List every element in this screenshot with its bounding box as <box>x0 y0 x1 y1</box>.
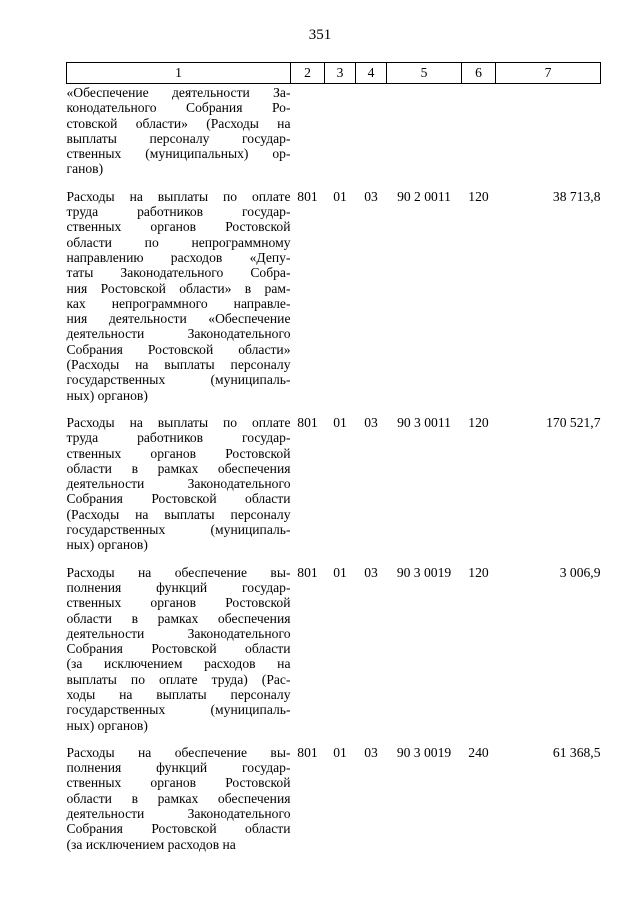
description-line: «Обеспечение деятельности За- <box>66 85 291 100</box>
header-col-3: 3 <box>325 63 356 84</box>
description-line: области в рамках обеспечения <box>66 460 291 476</box>
description-line: выплаты персоналу государ- <box>66 130 291 146</box>
description-line: Расходы на обеспечение вы- <box>66 744 291 760</box>
header-col-6: 6 <box>462 63 496 84</box>
description-line: деятельности Законодательного <box>66 326 291 342</box>
row-amount <box>496 84 601 177</box>
description-line: конодательного Собрания Ро- <box>66 100 291 116</box>
description-line: ходы на выплаты персоналу <box>66 686 291 702</box>
row-code-ministry: 801 <box>297 744 318 760</box>
row-amount: 61 368,5 <box>552 744 601 760</box>
row-code-subsection: 03 <box>364 188 378 204</box>
row-code-subsection <box>356 84 387 177</box>
description-line: стовской области» (Расходы на <box>66 115 291 131</box>
row-description <box>67 403 291 553</box>
row-description <box>67 84 291 177</box>
description-line: области в рамках обеспечения <box>66 790 291 806</box>
description-line: Собрания Ростовской области <box>66 641 291 657</box>
description-line: государственных (муниципаль- <box>66 702 291 718</box>
row-code-target: 90 3 0019 <box>396 744 452 760</box>
table-row <box>67 177 601 403</box>
header-col-1: 1 <box>67 63 291 84</box>
row-code-expense-type: 240 <box>468 744 489 760</box>
row-amount: 38 713,8 <box>552 188 601 204</box>
header-col-5: 5 <box>387 63 462 84</box>
row-code-expense-type <box>462 84 496 177</box>
row-code-ministry <box>291 84 325 177</box>
row-code-subsection: 03 <box>364 564 378 580</box>
row-description <box>67 177 291 403</box>
row-amount: 3 006,9 <box>559 564 601 580</box>
header-col-2: 2 <box>291 63 325 84</box>
row-code-section: 01 <box>333 744 347 760</box>
row-code-expense-type: 120 <box>468 414 489 430</box>
description-line: полнения функций государ- <box>66 579 291 595</box>
header-col-7: 7 <box>496 63 601 84</box>
row-code-target: 90 2 0011 <box>397 188 451 204</box>
row-code-section <box>325 84 356 177</box>
row-code-ministry: 801 <box>297 564 318 580</box>
description-line: (Расходы на выплаты персоналу <box>66 506 291 522</box>
description-line: области в рамках обеспечения <box>66 610 291 626</box>
description-line: ния Ростовской области» в рам- <box>66 280 291 296</box>
description-line: труда работников государ- <box>66 204 291 220</box>
table-row <box>67 553 601 733</box>
row-description <box>67 733 291 852</box>
row-description <box>67 553 291 733</box>
row-code-expense-type: 120 <box>468 564 489 580</box>
description-line: ственных органов Ростовской <box>66 219 291 235</box>
description-line: направлению расходов «Депу- <box>66 249 291 265</box>
row-code-subsection: 03 <box>364 414 378 430</box>
row-code-section: 01 <box>333 188 347 204</box>
description-line: Расходы на выплаты по оплате <box>66 414 291 430</box>
description-line: труда работников государ- <box>66 430 291 446</box>
description-line: государственных (муниципаль- <box>66 372 291 388</box>
description-line: полнения функций государ- <box>66 760 291 776</box>
budget-table <box>66 62 601 852</box>
description-line: Собрания Ростовской области» <box>66 341 291 357</box>
description-line: ственных органов Ростовской <box>66 595 291 611</box>
description-line: ственных (муниципальных) ор- <box>66 146 291 162</box>
header-col-4: 4 <box>356 63 387 84</box>
description-line: Расходы на обеспечение вы- <box>66 564 291 580</box>
description-line: ственных органов Ростовской <box>66 775 291 791</box>
table-row <box>67 733 601 852</box>
description-line: ных) органов) <box>66 387 148 403</box>
description-line: Расходы на выплаты по оплате <box>66 188 291 204</box>
description-line: деятельности Законодательного <box>66 476 291 492</box>
description-line: (за исключением расходов на <box>66 836 236 852</box>
description-line: государственных (муниципаль- <box>66 522 291 538</box>
page-number: 351 <box>308 27 332 43</box>
row-code-target: 90 3 0019 <box>396 564 452 580</box>
table-body <box>67 84 601 852</box>
table-header-row <box>67 63 601 84</box>
row-code-subsection: 03 <box>364 744 378 760</box>
description-line: (Расходы на выплаты персоналу <box>66 357 291 373</box>
description-line: ных) органов) <box>66 537 148 553</box>
description-line: выплаты по оплате труда) (Рас- <box>66 671 291 687</box>
row-code-section: 01 <box>333 564 347 580</box>
description-line: ных) органов) <box>66 717 148 733</box>
row-code-target <box>387 84 462 177</box>
table-row <box>67 403 601 553</box>
description-line: ственных органов Ростовской <box>66 445 291 461</box>
description-line: таты Законодательного Собра- <box>66 265 291 281</box>
row-code-section: 01 <box>333 414 347 430</box>
description-line: (за исключением расходов на <box>66 656 291 672</box>
description-line: деятельности Законодательного <box>66 625 291 641</box>
row-code-ministry: 801 <box>297 414 318 430</box>
description-line: ках непрограммного направле- <box>66 295 291 311</box>
table-row <box>67 84 601 177</box>
description-line: Собрания Ростовской области <box>66 821 291 837</box>
description-line: деятельности Законодательного <box>66 806 291 822</box>
row-code-ministry: 801 <box>297 188 318 204</box>
row-code-expense-type: 120 <box>468 188 489 204</box>
description-line: Собрания Ростовской области <box>66 491 291 507</box>
description-line: ганов) <box>66 161 104 177</box>
row-code-target: 90 3 0011 <box>397 414 451 430</box>
description-line: области по непрограммному <box>66 234 291 250</box>
description-line: ния деятельности «Обеспечение <box>66 311 291 327</box>
row-amount: 170 521,7 <box>546 414 601 430</box>
